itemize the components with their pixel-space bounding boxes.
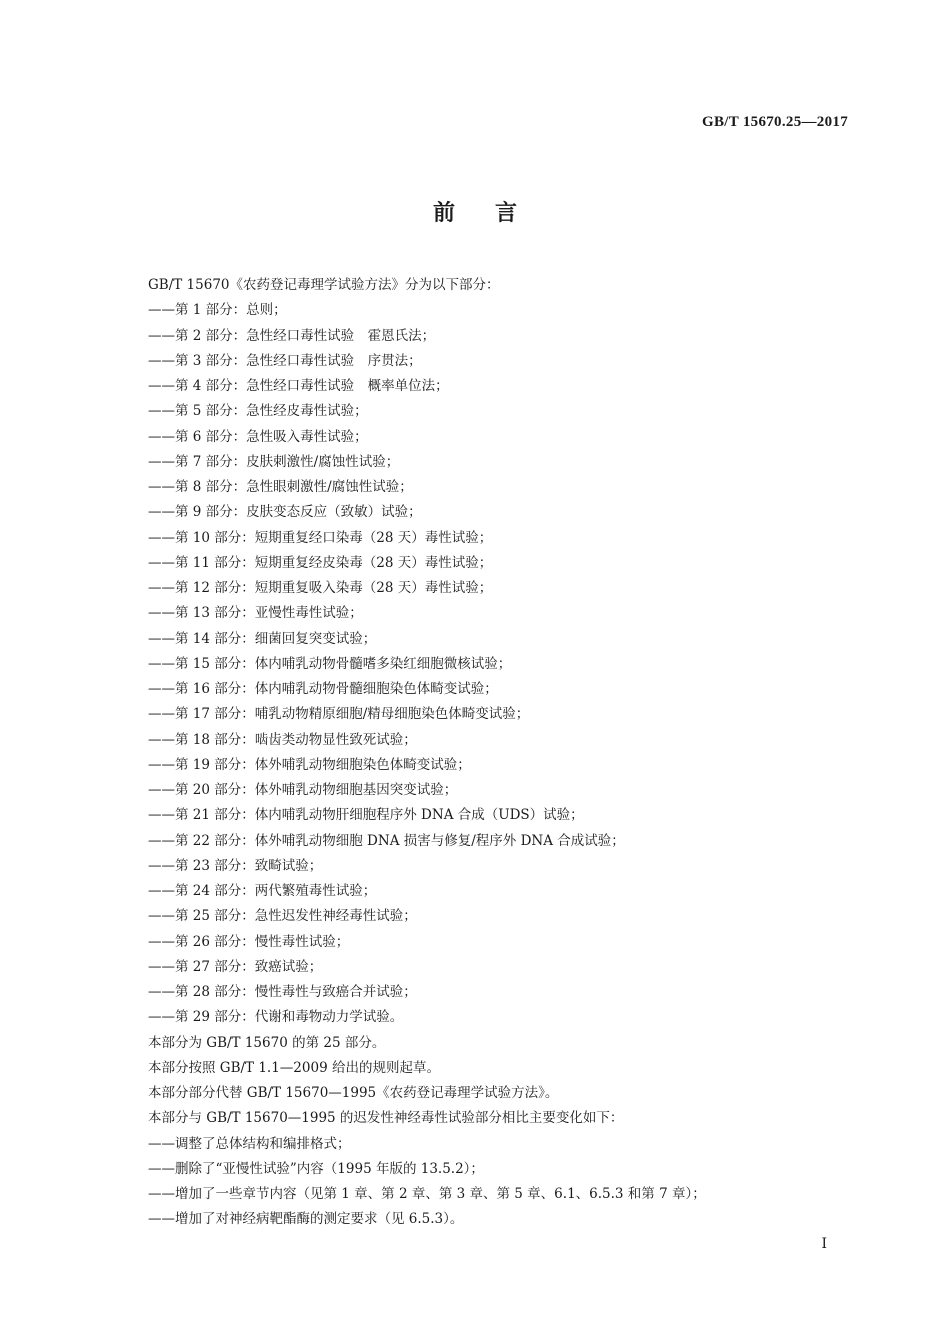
- list-item: ——增加了一些章节内容（见第 1 章、第 2 章、第 3 章、第 5 章、6.1、6.5.3 和第 7 章）；: [148, 1186, 706, 1202]
- list-item: ——第 3 部分：急性经口毒性试验 序贯法；: [148, 352, 422, 369]
- list-item: ——第 26 部分：慢性毒性试验；: [148, 933, 350, 950]
- list-item: ——第 4 部分：急性经口毒性试验 概率单位法；: [148, 378, 449, 394]
- changes-list: [148, 1132, 828, 1233]
- list-item: ——第 27 部分：致癌试验；: [148, 958, 323, 975]
- list-item: ——第 24 部分：两代繁殖毒性试验；: [148, 883, 377, 899]
- list-item: ——第 12 部分：短期重复吸入染毒（28 天）毒性试验；: [148, 580, 493, 596]
- list-item: ——第 19 部分：体外哺乳动物细胞染色体畸变试验；: [148, 756, 471, 773]
- list-item: ——调整了总体结构和编排格式；: [148, 1135, 351, 1152]
- list-item: ——第 28 部分：慢性毒性与致癌合并试验；: [148, 984, 417, 1000]
- list-item: ——第 11 部分：短期重复经皮染毒（28 天）毒性试验；: [148, 554, 493, 571]
- list-item: ——第 2 部分：急性经口毒性试验 霍恩氏法；: [148, 327, 436, 344]
- list-item: ——第 23 部分：致畸试验；: [148, 857, 323, 874]
- standard-number: GB/T 15670.25—2017: [702, 114, 848, 130]
- list-item: ——第 25 部分：急性迟发性神经毒性试验；: [148, 908, 417, 925]
- list-item: ——第 20 部分：体外哺乳动物细胞基因突变试验；: [148, 782, 458, 798]
- statement-paragraph: 本部分部分代替 GB/T 15670—1995《农药登记毒理学试验方法》。: [148, 1085, 559, 1101]
- list-item: ——第 15 部分：体内哺乳动物骨髓嗜多染红细胞微核试验；: [148, 655, 512, 672]
- list-item: ——第 13 部分：亚慢性毒性试验；: [148, 605, 363, 622]
- list-item: ——第 17 部分：哺乳动物精原细胞/精母细胞染色体畸变试验；: [148, 706, 530, 723]
- list-item: ——第 9 部分：皮肤变态反应（致敏）试验；: [148, 504, 422, 521]
- list-item: ——第 16 部分：体内哺乳动物骨髓细胞染色体畸变试验；: [148, 681, 498, 697]
- list-item: ——第 7 部分：皮肤刺激性/腐蚀性试验；: [148, 453, 400, 470]
- parts-list: [148, 298, 828, 1030]
- list-item: ——第 10 部分：短期重复经口染毒（28 天）毒性试验；: [148, 529, 493, 546]
- list-item: ——第 5 部分：急性经皮毒性试验；: [148, 403, 368, 420]
- foreword-body: [148, 273, 828, 1233]
- statement-paragraph: 本部分与 GB/T 15670—1995 的迟发性神经毒性试验部分相比主要变化如下：: [148, 1110, 624, 1127]
- list-item: ——第 1 部分：总则；: [148, 302, 287, 319]
- list-item: ——第 14 部分：细菌回复突变试验；: [148, 630, 377, 647]
- intro-paragraph: GB/T 15670《农药登记毒理学试验方法》分为以下部分：: [148, 277, 500, 293]
- list-item: ——第 22 部分：体外哺乳动物细胞 DNA 损害与修复/程序外 DNA 合成试验；: [148, 832, 625, 849]
- list-item: ——第 21 部分：体内哺乳动物肝细胞程序外 DNA 合成（UDS）试验；: [148, 807, 584, 824]
- list-item: ——第 18 部分：啮齿类动物显性致死试验；: [148, 731, 417, 748]
- page-number: Ⅰ: [821, 1237, 827, 1252]
- list-item: ——删除了“亚慢性试验”内容（1995 年版的 13.5.2）；: [148, 1160, 484, 1177]
- page-title: 前言: [432, 201, 557, 226]
- list-item: ——第 8 部分：急性眼刺激性/腐蚀性试验；: [148, 479, 413, 495]
- list-item: ——增加了对神经病靶酯酶的测定要求（见 6.5.3）。: [148, 1211, 464, 1228]
- statement-paragraph: 本部分按照 GB/T 1.1—2009 给出的规则起草。: [148, 1059, 440, 1076]
- list-item: ——第 29 部分：代谢和毒物动力学试验。: [148, 1009, 404, 1026]
- statement-paragraph: 本部分为 GB/T 15670 的第 25 部分。: [148, 1034, 386, 1051]
- list-item: ——第 6 部分：急性吸入毒性试验；: [148, 428, 368, 445]
